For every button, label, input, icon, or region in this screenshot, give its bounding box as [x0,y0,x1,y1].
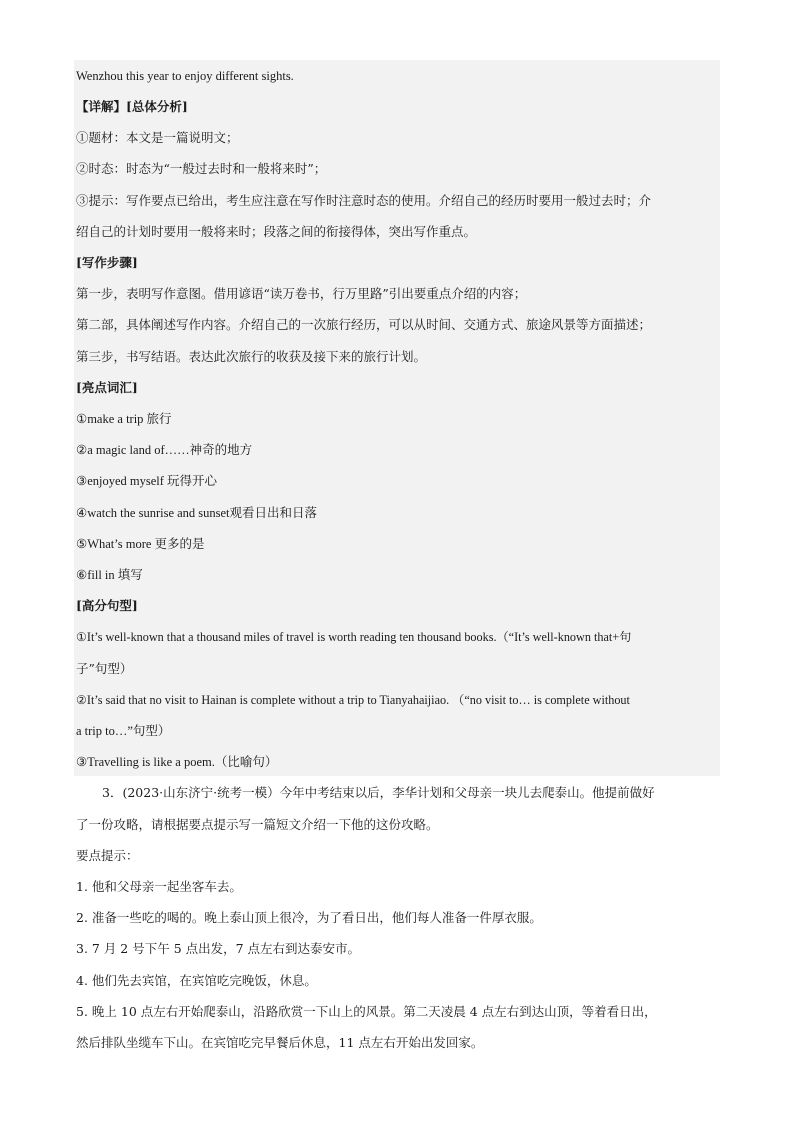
vocab-item-5: ⑤What’s more 更多的是 [76,537,205,551]
question-3-prompt-line2: 了一份攻略，请根据要点提示写一篇短文介绍一下他的这份攻略。 [76,817,439,832]
sentence-pattern-1-line2: 子”句型） [76,661,133,676]
analysis-item-tips-line1: ③提示：写作要点已给出，考生应注意在写作时注意时态的使用。介绍自己的经历时要用一般过去时；介 [76,193,652,208]
sentence-patterns-heading: [高分句型] [76,598,138,613]
key-points-label: 要点提示： [76,848,139,863]
key-point-5-line2: 然后排队坐缆车下山。在宾馆吃完早餐后休息，11 点左右开始出发回家。 [76,1035,484,1050]
vocab-item-4: ④watch the sunrise and sunset观看日出和日落 [76,506,318,520]
sentence-pattern-2-line1: ②It’s said that no visit to Hainan is complete without a trip to Tianyahaijiao. （“no visit to… is complete without [76,693,630,707]
analysis-item-tense: ②时态：时态为“一般过去时和一般将来时”； [76,161,327,176]
writing-step-2: 第二部，具体阐述写作内容。介绍自己的一次旅行经历，可以从时间、交通方式、旅途风景等方面描述； [76,317,652,332]
vocab-item-1: ①make a trip 旅行 [76,412,172,426]
key-point-3: 3. 7 月 2 号下午 5 点出发，7 点左右到达泰安市。 [76,941,361,956]
key-point-2: 2. 准备一些吃的喝的。晚上泰山顶上很冷，为了看日出，他们每人准备一件厚衣服。 [76,910,542,925]
essay-tail-line: Wenzhou this year to enjoy different sights. [76,69,294,83]
writing-steps-heading: [写作步骤] [76,255,138,270]
vocab-item-2: ②a magic land of……神奇的地方 [76,443,253,457]
analysis-heading: 【详解】[总体分析] [76,99,188,114]
sentence-pattern-3: ③Travelling is like a poem.（比喻句） [76,755,278,769]
analysis-item-tips-line2: 绍自己的计划时要用一般将来时；段落之间的衔接得体，突出写作重点。 [76,224,477,239]
writing-step-3: 第三步，书写结语。表达此次旅行的收获及接下来的旅行计划。 [76,349,427,364]
sentence-pattern-1-line1: ①It’s well-known that a thousand miles of travel is worth reading ten thousand books.（“It’s well-known that+句 [76,630,632,644]
key-point-1: 1. 他和父母亲一起坐客车去。 [76,879,242,894]
key-point-4: 4. 他们先去宾馆，在宾馆吃完晚饭，休息。 [76,973,317,988]
vocab-item-3: ③enjoyed myself 玩得开心 [76,474,218,488]
writing-step-1: 第一步，表明写作意图。借用谚语“读万卷书，行万里路”引出要重点介绍的内容； [76,286,527,301]
key-point-5-line1: 5. 晚上 10 点左右开始爬泰山，沿路欣赏一下山上的风景。第二天凌晨 4 点左右到达山顶，等着看日出， [76,1004,657,1019]
vocab-item-6: ⑥fill in 填写 [76,568,143,582]
sentence-pattern-2-line2: a trip to…”句型） [76,724,171,738]
question-3-prompt-line1: 3．(2023·山东济宁·统考一模）今年中考结束以后，李华计划和父母亲一块儿去爬泰山。他提前做好 [102,785,655,800]
vocabulary-heading: [亮点词汇] [76,380,138,395]
analysis-item-genre: ①题材：本文是一篇说明文； [76,130,239,145]
